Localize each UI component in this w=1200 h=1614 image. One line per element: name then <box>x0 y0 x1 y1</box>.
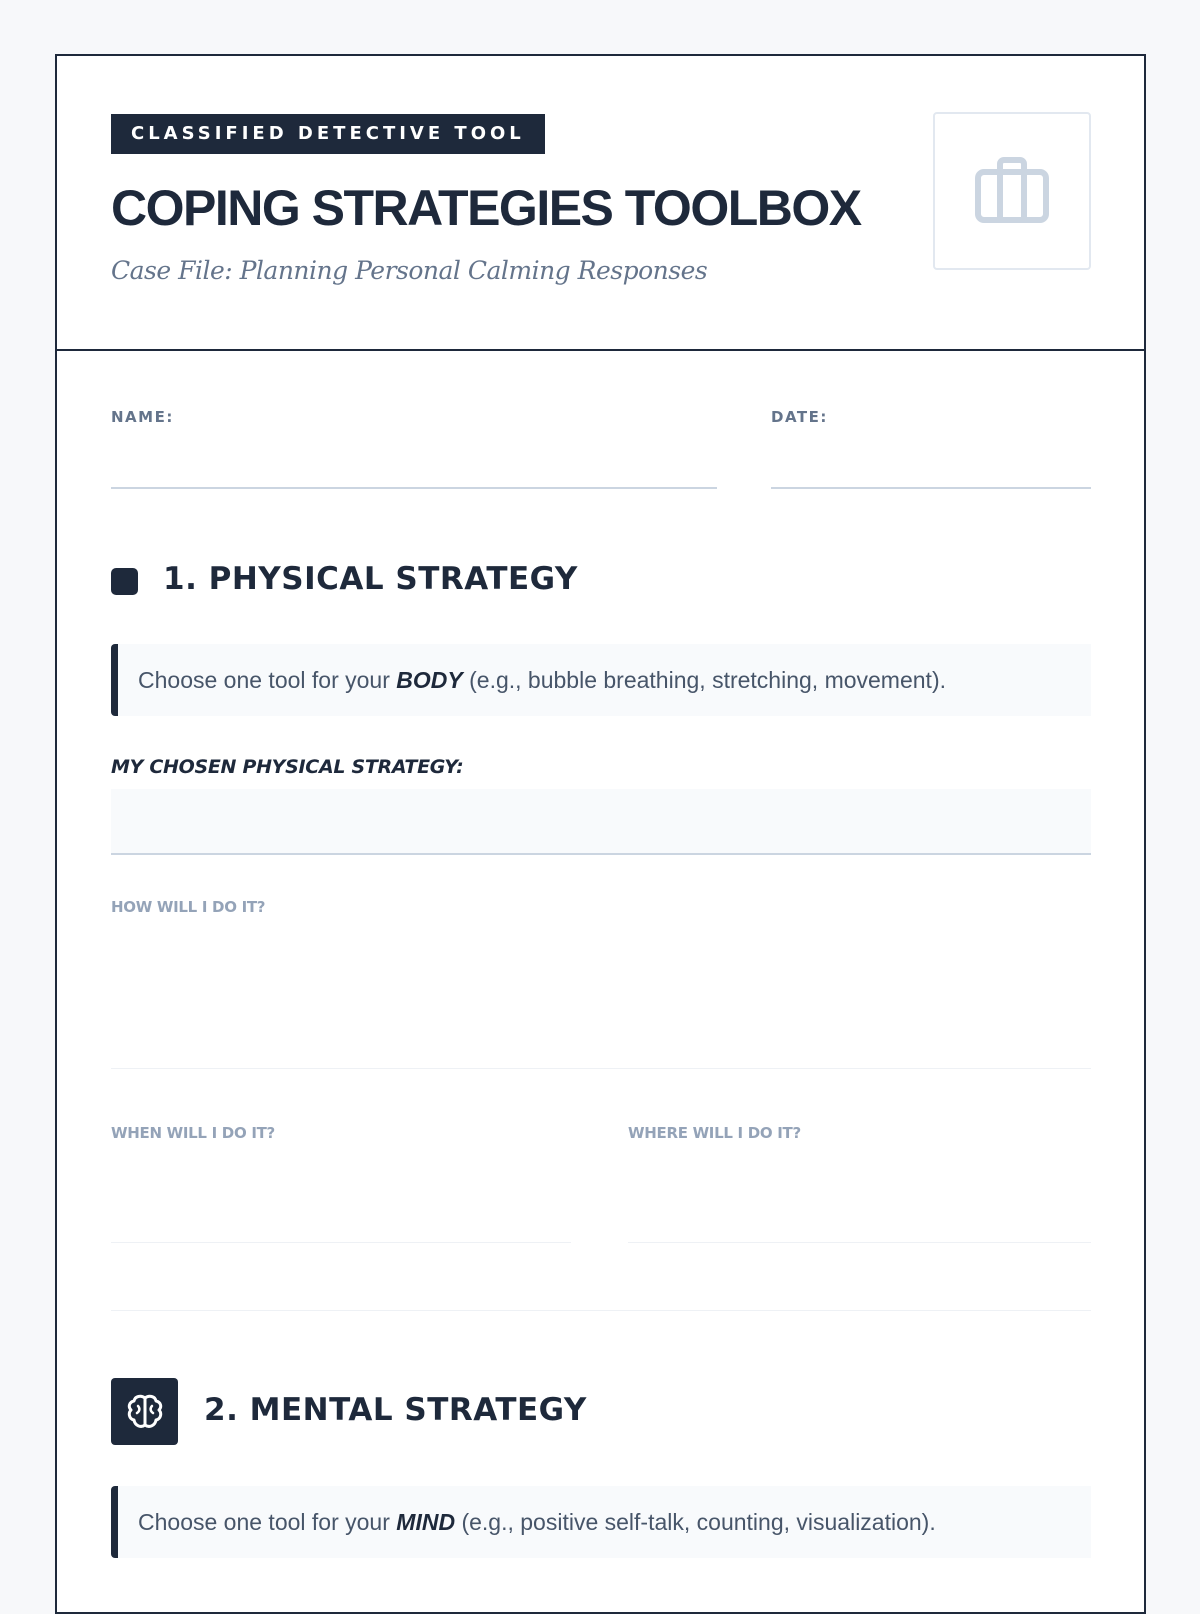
how-answer-line[interactable] <box>111 1068 1091 1069</box>
section-divider <box>111 1310 1091 1311</box>
mental-instructions-pre: Choose one tool for your <box>138 1509 397 1535</box>
when-answer-line[interactable] <box>111 1242 571 1243</box>
section-title-mental: 2. MENTAL STRATEGY <box>204 1392 587 1428</box>
where-answer-line[interactable] <box>628 1242 1091 1243</box>
mental-instructions-emphasis: MIND <box>396 1509 456 1535</box>
physical-instructions-pre: Choose one tool for your <box>138 667 397 693</box>
toolbox-icon <box>975 156 1049 226</box>
date-label: DATE: <box>771 408 828 426</box>
classified-tag: CLASSIFIED DETECTIVE TOOL <box>111 114 545 154</box>
chosen-physical-label: MY CHOSEN PHYSICAL STRATEGY: <box>111 756 464 778</box>
mental-instructions-post: (e.g., positive self-talk, counting, visualization). <box>455 1509 936 1535</box>
how-label: HOW WILL I DO IT? <box>111 898 266 916</box>
name-label: NAME: <box>111 408 174 426</box>
mental-icon-badge <box>111 1378 178 1445</box>
where-label: WHERE WILL I DO IT? <box>628 1124 801 1142</box>
physical-instructions <box>111 644 1091 716</box>
physical-instructions-post: (e.g., bubble breathing, stretching, movement). <box>462 667 946 693</box>
page-subtitle: Case File: Planning Personal Calming Responses <box>111 256 708 285</box>
page-title: COPING STRATEGIES TOOLBOX <box>111 180 861 236</box>
worksheet-header <box>57 56 1144 351</box>
brain-icon <box>126 1394 164 1430</box>
mental-instructions <box>111 1486 1091 1558</box>
square-icon <box>111 568 138 595</box>
section-title-physical: 1. PHYSICAL STRATEGY <box>163 561 578 597</box>
logo-box <box>933 112 1091 270</box>
name-field[interactable] <box>111 487 717 489</box>
when-label: WHEN WILL I DO IT? <box>111 1124 275 1142</box>
chosen-physical-input[interactable] <box>111 789 1091 855</box>
date-field[interactable] <box>771 487 1091 489</box>
worksheet <box>55 54 1146 1614</box>
physical-instructions-emphasis: BODY <box>396 667 463 693</box>
